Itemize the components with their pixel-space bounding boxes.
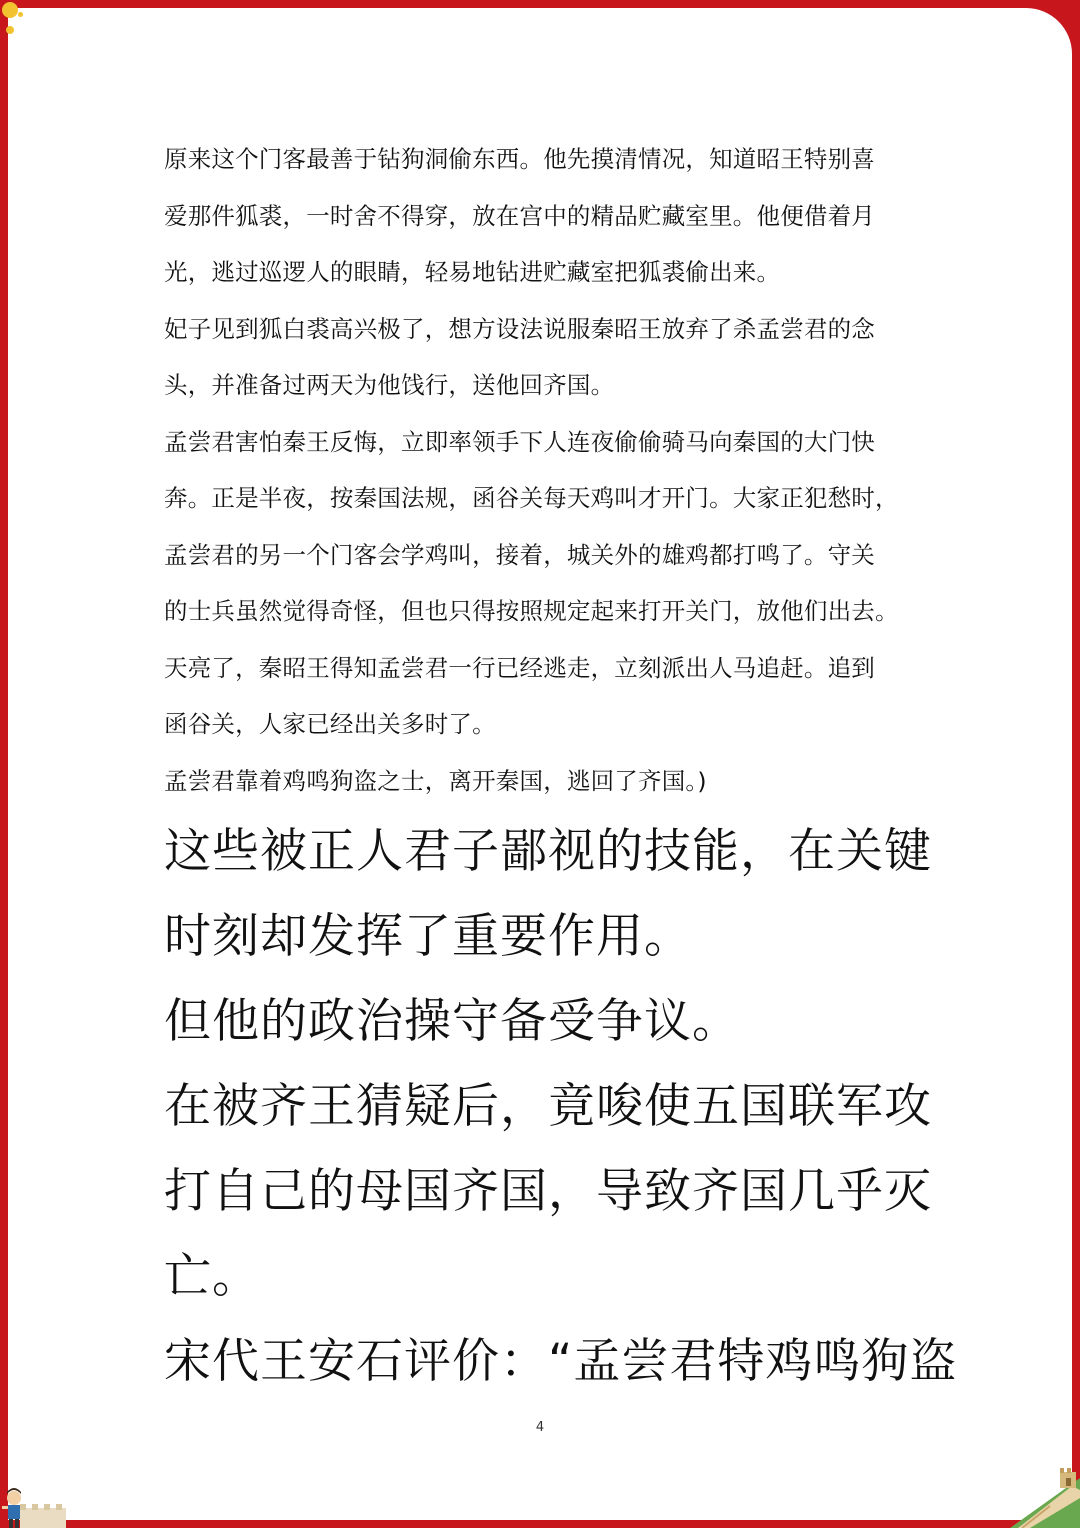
text-line: 孟尝君害怕秦王反悔，立即率领手下人连夜偷偷骑马向秦国的大门快 <box>164 427 875 456</box>
page-number: 4 <box>535 1420 545 1435</box>
large-text-line: 时刻却发挥了重要作用。 <box>164 909 692 964</box>
large-text-line: 这些被正人君子鄙视的技能，在关键 <box>164 824 932 879</box>
large-text-line: 亡。 <box>164 1249 260 1304</box>
child-figure-with-great-wall-icon <box>0 1478 70 1528</box>
text-line: 妃子见到狐白裘高兴极了，想方设法说服秦昭王放弃了杀孟尝君的念 <box>164 314 875 343</box>
text-line: 原来这个门客最善于钻狗洞偷东西。他先摸清情况，知道昭王特别喜 <box>164 145 875 173</box>
large-text-line: 在被齐王猜疑后，竟唆使五国联军攻 <box>164 1079 932 1134</box>
large-text-line: 打自己的母国齐国，导致齐国几乎灭 <box>164 1164 932 1219</box>
great-wall-icon <box>1010 1468 1080 1528</box>
text-line: 孟尝君靠着鸡鸣狗盗之士，离开秦国，逃回了齐国。) <box>164 766 707 795</box>
text-line: 孟尝君的另一个门客会学鸡叫，接着，城关外的雄鸡都打鸣了。守关 <box>164 540 875 569</box>
body-text-small <box>164 131 924 809</box>
text-line: 天亮了，秦昭王得知孟尝君一行已经逃走，立刻派出人马追赶。追到 <box>164 653 875 682</box>
large-text-line: 宋代王安石评价：“孟尝君特鸡鸣狗盗 <box>164 1334 958 1389</box>
text-line: 的士兵虽然觉得奇怪，但也只得按照规定起来打开关门，放他们出去。 <box>164 597 899 625</box>
text-line: 光，逃过巡逻人的眼睛，轻易地钻进贮藏室把狐裘偷出来。 <box>164 258 781 286</box>
text-line: 奔。正是半夜，按秦国法规，函谷关每天鸡叫才开门。大家正犯愁时， <box>164 484 899 512</box>
text-line: 头，并准备过两天为他饯行，送他回齐国。 <box>164 371 615 399</box>
large-text-line: 但他的政治操守备受争议。 <box>164 994 740 1049</box>
text-line: 函谷关，人家已经出关多时了。 <box>164 710 496 738</box>
text-line: 爱那件狐裘，一时舍不得穿，放在宫中的精品贮藏室里。他便借着月 <box>164 201 875 230</box>
